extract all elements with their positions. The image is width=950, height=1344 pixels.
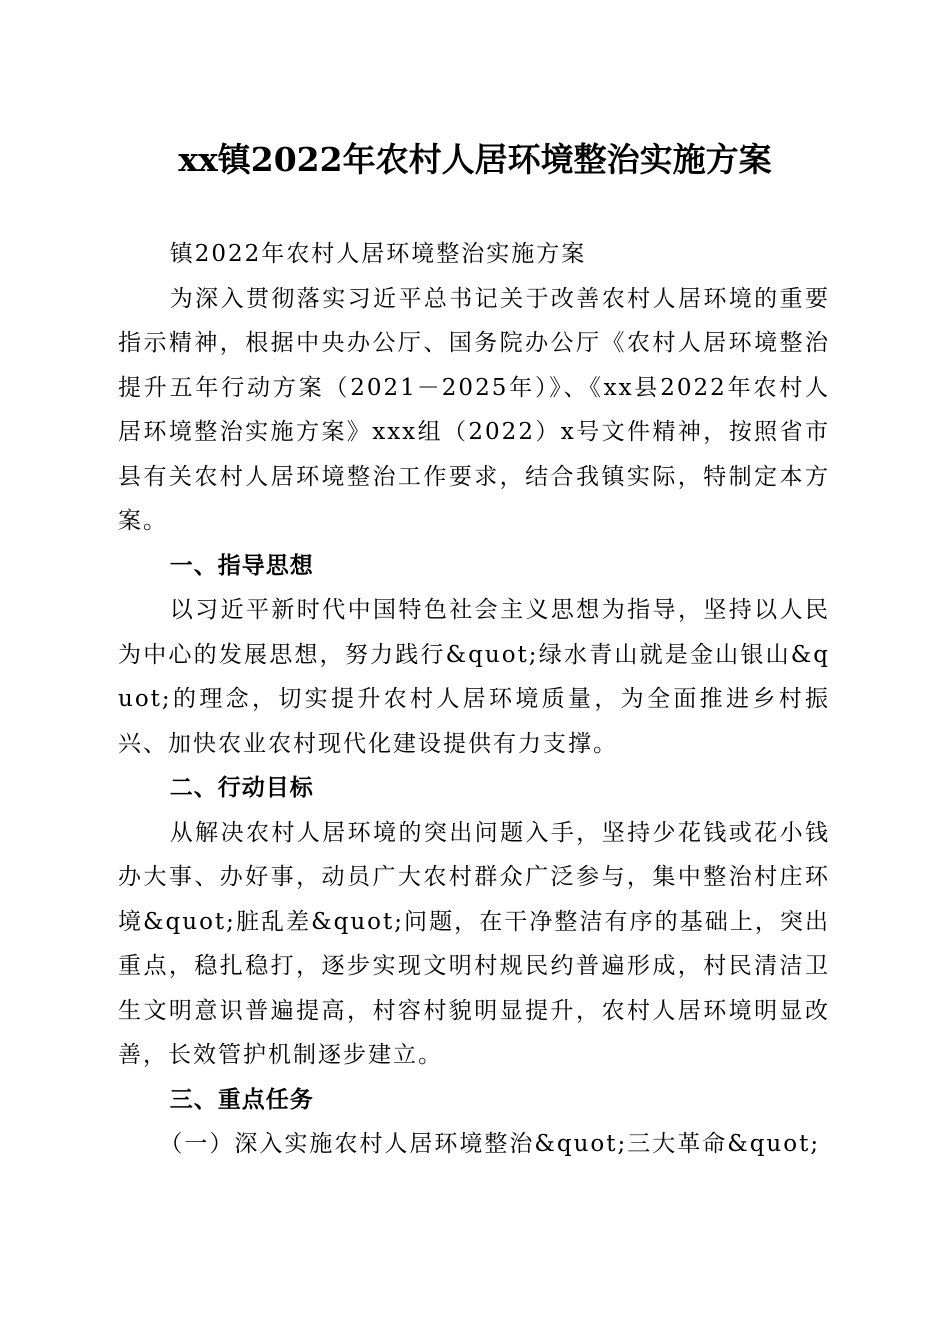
section-text-key-tasks: （一）深入实施农村人居环境整治&quot;三大革命&quot; [159,1131,821,1157]
document-body [118,232,830,1167]
section-heading-guiding-ideology: 一、指导思想 [169,552,314,579]
document-title: xx镇2022年农村人居环境整治实施方案 [178,140,772,179]
intro-paragraph: 为深入贯彻落实习近平总书记关于改善农村人居环境的重要指示精神，根据中央办公厅、国务院办公厅《农村人居环境整治提升五年行动方案（2021－2025年）》、《xx县2022年农村人居环境整治实施方案》xxx组（2022）x号文件精神，按照省市县有关农村人居环境整治工作要求，结合我镇实际，特制定本方案。 [118,285,830,534]
section-text-guiding-ideology: 以习近平新时代中国特色社会主义思想为指导，坚持以人民为中心的发展思想，努力践行&quot;绿水青山就是金山银山&quot;的理念，切实提升农村人居环境质量，为全面推进乡村振兴、加快农业农村现代化建设提供有力支撑。 [118,597,830,757]
section-heading-action-goals: 二、行动目标 [169,775,314,801]
section-text-action-goals: 从解决农村人居环境的突出问题入手，坚持少花钱或花小钱办大事、办好事，动员广大农村群众广泛参与，集中整治村庄环境&quot;脏乱差&quot;问题，在干净整洁有序的基础上，突出重点，稳扎稳打，逐步实现文明村规民约普遍形成，村民清洁卫生文明意识普遍提高，村容村貌明显提升，农村人居环境明显改善，长效管护机制逐步建立。 [118,819,830,1068]
section-heading-key-tasks: 三、重点任务 [169,1086,314,1113]
document-subtitle: 镇2022年农村人居环境整治实施方案 [169,241,587,267]
